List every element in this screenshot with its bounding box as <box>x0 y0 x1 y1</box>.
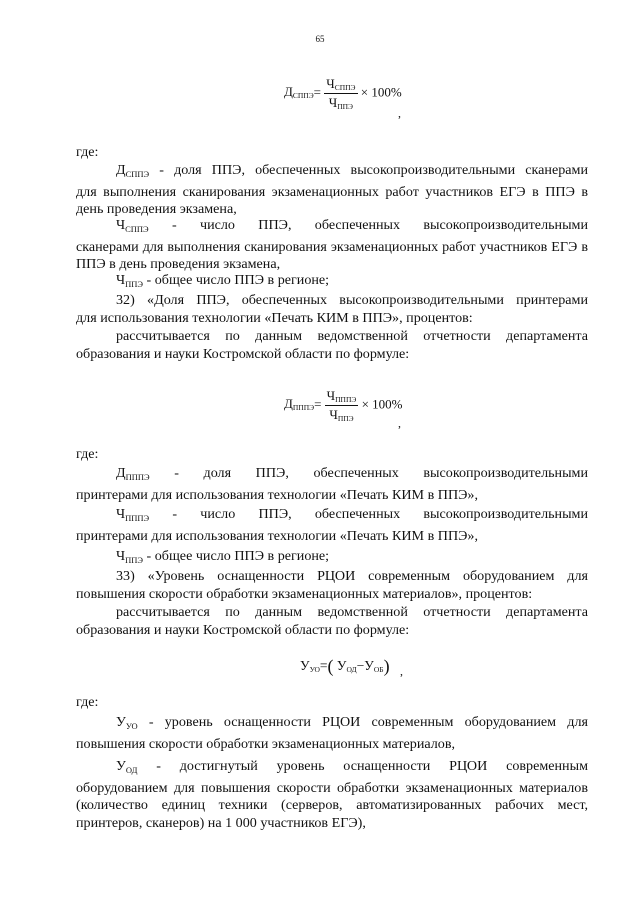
formula-lhs: $Д_{СППЭ}$ <box>284 84 314 101</box>
item-33-heading: 33) «Уровень оснащенности РЦОИ современным оборудованием для повышения скорости обработки экзаменационных материалов», процентов: <box>76 568 588 602</box>
formula-fraction: $\frac{Ч_{ПППЭ}}{Ч_{ППЭ}}$ <box>326 388 357 423</box>
formula-lhs: $Д_{ПППЭ}$ <box>284 396 315 413</box>
item-32-calculation-text: рассчитывается по данным ведомственной отчетности департамента образования и науки Костромской области по формуле: <box>76 328 588 362</box>
formula-comma: , <box>400 664 403 678</box>
definition-ch-pppe: $Ч_{ПППЭ}$ - число ППЭ, обеспеченных высокопроизводительными принтерами для использования технологии «Печать КИМ в ППЭ», <box>76 506 588 544</box>
item-32-heading: 32) «Доля ППЭ, обеспеченных высокопроизводительными принтерами для использования технологии «Печать КИМ в ППЭ», процентов: <box>76 292 588 326</box>
definition-d-sppe: $Д_{СППЭ}$ - доля ППЭ, обеспеченных высокопроизводительными сканерами для выполнения сканирования экзаменационных работ участников ЕГЭ в ППЭ в день проведения экзамена, <box>76 162 588 217</box>
formula-comma: , <box>398 106 401 120</box>
definition-u-uo: $У_{УО}$ - уровень оснащенности РЦОИ современным оборудованием для повышения скорости обработки экзаменационных материалов, <box>76 714 588 752</box>
definition-ch-ppe-2: $Ч_{ППЭ}$ - общее число ППЭ в регионе; <box>116 548 330 565</box>
page-number: 65 <box>315 34 325 44</box>
where-label-3: где: <box>76 694 99 710</box>
formula-lhs: $У_{УО}$ <box>300 658 320 674</box>
definition-u-od: $У_{ОД}$ - достигнутый уровень оснащенности РЦОИ современным оборудованием для повышения скорости обработки экзаменационных материалов (количество единиц техники (серверов, автоматизированных рабочих мест, принтеров, сканеров) на 1 000 участников ЕГЭ), <box>76 758 588 831</box>
definition-ch-sppe: $Ч_{СППЭ}$ - число ППЭ, обеспеченных высокопроизводительными сканерами для выполнения сканирования экзаменационных работ участников ЕГЭ в ППЭ в день проведения экзамена, <box>76 217 588 272</box>
where-label-2: где: <box>76 446 99 462</box>
formula-multiplier: × 100% <box>361 396 403 412</box>
item-33-calculation-text: рассчитывается по данным ведомственной отчетности департамента образования и науки Костромской области по формуле: <box>76 604 588 638</box>
formula-multiplier: × 100% <box>360 84 402 100</box>
formula-comma: , <box>398 416 401 430</box>
definition-ch-ppe-1: $Ч_{ППЭ}$ - общее число ППЭ в регионе; <box>116 272 330 289</box>
formula-fraction: $\frac{Ч_{СППЭ}}{Ч_{ППЭ}}$ <box>326 76 356 111</box>
where-label-1: где: <box>76 144 99 160</box>
definition-d-pppe: $Д_{ПППЭ}$ - доля ППЭ, обеспеченных высокопроизводительными принтерами для использования технологии «Печать КИМ в ППЭ», <box>76 465 588 503</box>
formula-u-uo: $У_{УО}=$( $У_{ОД}-У_{ОБ}$) <box>300 656 390 676</box>
formula-d-pppe: $Д_{ПППЭ}=$ $\frac{Ч_{ПППЭ}}{Ч_{ППЭ}}$ × 100% <box>284 388 403 423</box>
formula-d-sppe: $Д_{СППЭ}=$ $\frac{Ч_{СППЭ}}{Ч_{ППЭ}}$ × 100% <box>284 76 402 111</box>
